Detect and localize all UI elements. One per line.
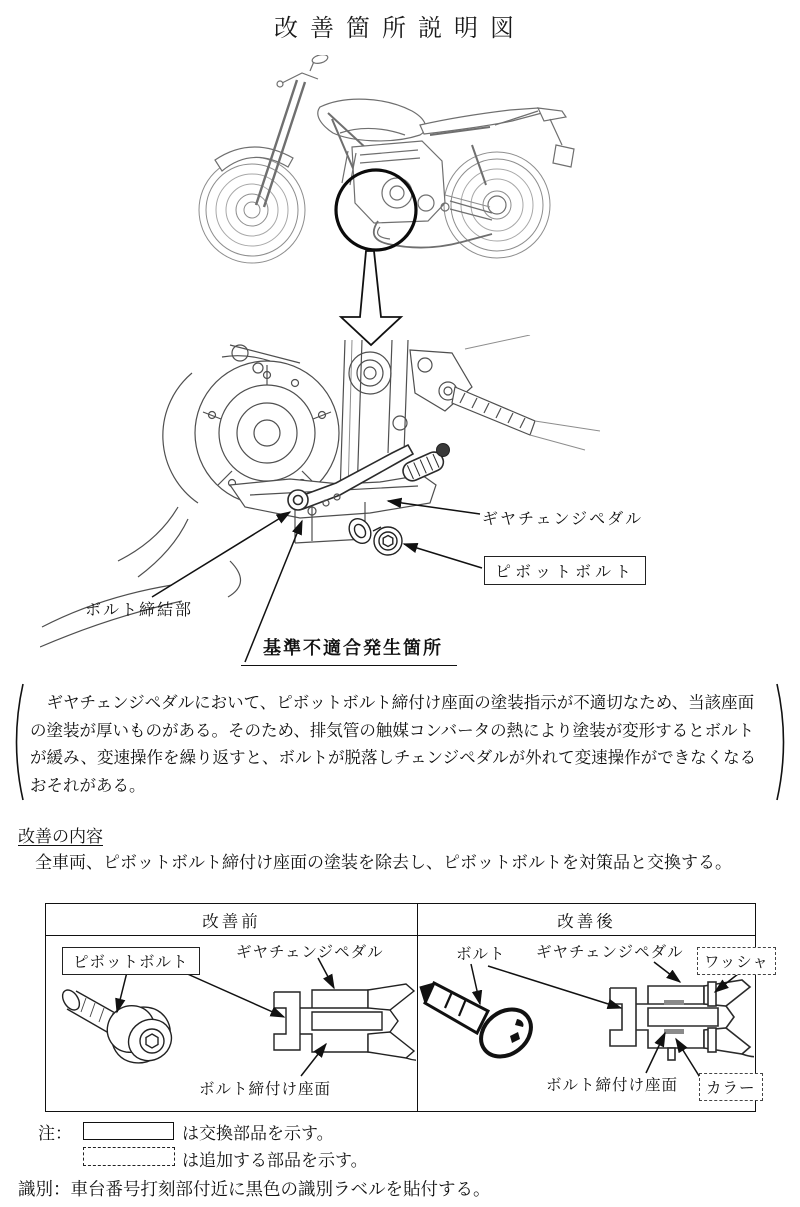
improvement-body: 全車両、ピボットボルト締付け座面の塗装を除去し、ピボットボルトを対策品と交換する。 — [18, 853, 732, 872]
add-note: は追加する部品を示す。 — [182, 1151, 368, 1170]
after-bolt-label: ボルト — [456, 946, 506, 963]
after-gear-pedal-label: ギヤチェンジペダル — [536, 944, 684, 961]
page-title: 改善箇所説明図 — [274, 16, 526, 42]
note-label: 注： — [38, 1124, 72, 1143]
legend-dashed-box — [83, 1147, 175, 1166]
problem-note-line: ギヤチェンジペダルにおいて、ピボットボルト締付け座面の塗装指示が不適切なため、当該座面 — [30, 693, 755, 712]
before-cell — [46, 936, 418, 1111]
improvement-heading: 改善の内容 — [18, 827, 103, 846]
defect-location-label: 基準不適合発生箇所 — [241, 634, 457, 666]
header-after: 改善後 — [557, 911, 616, 931]
after-collar-label: カラー — [699, 1073, 763, 1101]
before-gear-pedal-label: ギヤチェンジペダル — [236, 944, 384, 961]
front-wheel — [199, 157, 305, 263]
identification-note: 識別：車台番号打刻部付近に黒色の識別ラベルを貼付する。 — [18, 1179, 491, 1199]
pivot-bolt-label: ピボットボルト — [484, 556, 646, 585]
bolt-joint-label: ボルト締結部 — [85, 602, 194, 619]
comparison-table — [45, 903, 769, 1112]
before-pivot-bolt-label: ピボットボルト — [62, 947, 200, 975]
after-washer-label: ワッシャ — [697, 947, 776, 975]
replace-note: は交換部品を示す。 — [182, 1124, 334, 1143]
right-bracket — [774, 682, 792, 802]
left-bracket — [8, 682, 26, 802]
problem-note-text — [30, 689, 774, 799]
gear-pedal-label: ギヤチェンジペダル — [482, 511, 644, 528]
comparison-table-header — [46, 904, 755, 936]
legend-solid-box — [83, 1122, 174, 1140]
after-bolt-seat-label: ボルト締付け座面 — [546, 1077, 679, 1094]
problem-note-line: の塗装が厚いものがある。そのため、排気管の触媒コンバータの熱により塗装が変形するとボルト — [30, 720, 755, 740]
problem-note-line: が緩み、変速操作を繰り返すと、ボルトが脱落しチェンジペダルが外れて変速操作ができなくなる — [30, 748, 757, 767]
problem-note — [8, 682, 792, 802]
before-bolt-seat-label: ボルト締付け座面 — [199, 1081, 332, 1098]
header-before: 改善前 — [46, 904, 418, 935]
after-cell — [418, 936, 769, 1111]
problem-note-line: おそれがある。 — [30, 775, 146, 795]
down-arrow — [341, 251, 401, 345]
motorcycle-overview-drawing — [190, 55, 620, 355]
